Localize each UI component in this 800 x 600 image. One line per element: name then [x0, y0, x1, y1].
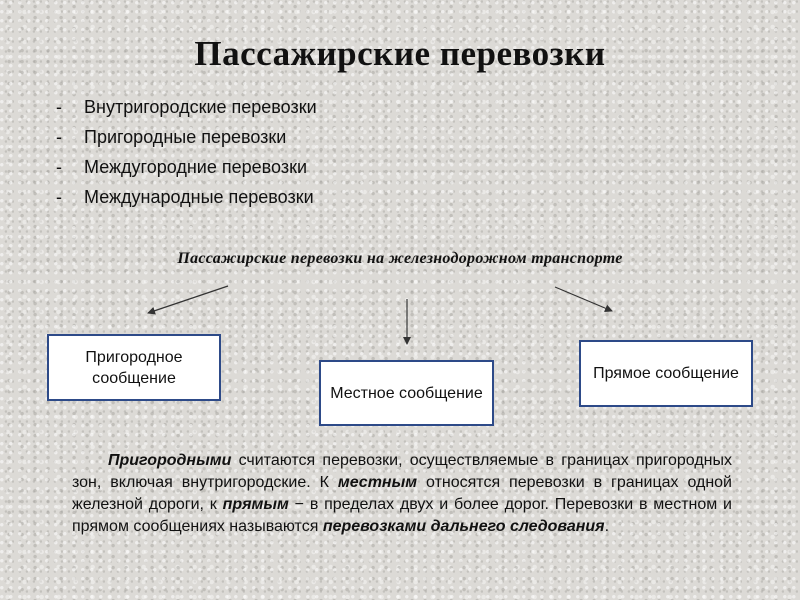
para-text-3: − в пределах двух и более дорог. Перевозки в местном и прямом сообщениях называются: [72, 496, 732, 535]
bullet-text: Международные перевозки: [84, 187, 314, 207]
para-text-1: считаются перевозки, осуществляемые в границах пригородных зон, включая внутригородские. К: [72, 452, 732, 491]
diagram-heading: Пассажирские перевозки на железнодорожном транспорте: [177, 250, 623, 267]
local-box: [319, 360, 494, 426]
page-title: Пассажирские перевозки: [194, 34, 606, 73]
bullet-dash: -: [56, 127, 62, 147]
arrow-to-suburban: [148, 286, 228, 313]
term-suburban: Пригородными: [108, 452, 232, 469]
bullet-dash: -: [56, 97, 62, 117]
suburban-box: [47, 334, 221, 401]
bullet-dash: -: [56, 157, 62, 177]
term-local: местным: [337, 474, 418, 491]
para-text-2: относятся перевозки в границах одной железной дороги, к: [72, 474, 732, 513]
direct-box: [579, 340, 753, 407]
direct-label: Прямое сообщение: [593, 365, 739, 382]
arrow-to-direct: [555, 287, 612, 311]
term-long-distance: перевозками дальнего следования: [322, 518, 605, 535]
bullet-text: Пригородные перевозки: [84, 127, 287, 147]
para-text-4: .: [604, 518, 610, 535]
bullet-text: Внутригородские перевозки: [84, 97, 317, 117]
suburban-label: Пригородное сообщение: [85, 348, 183, 387]
bullet-dash: -: [56, 187, 62, 207]
local-label: Местное сообщение: [330, 384, 483, 402]
description-paragraph: [72, 450, 732, 538]
term-direct: прямым: [222, 496, 289, 513]
bullet-text: Междугородние перевозки: [84, 157, 307, 177]
